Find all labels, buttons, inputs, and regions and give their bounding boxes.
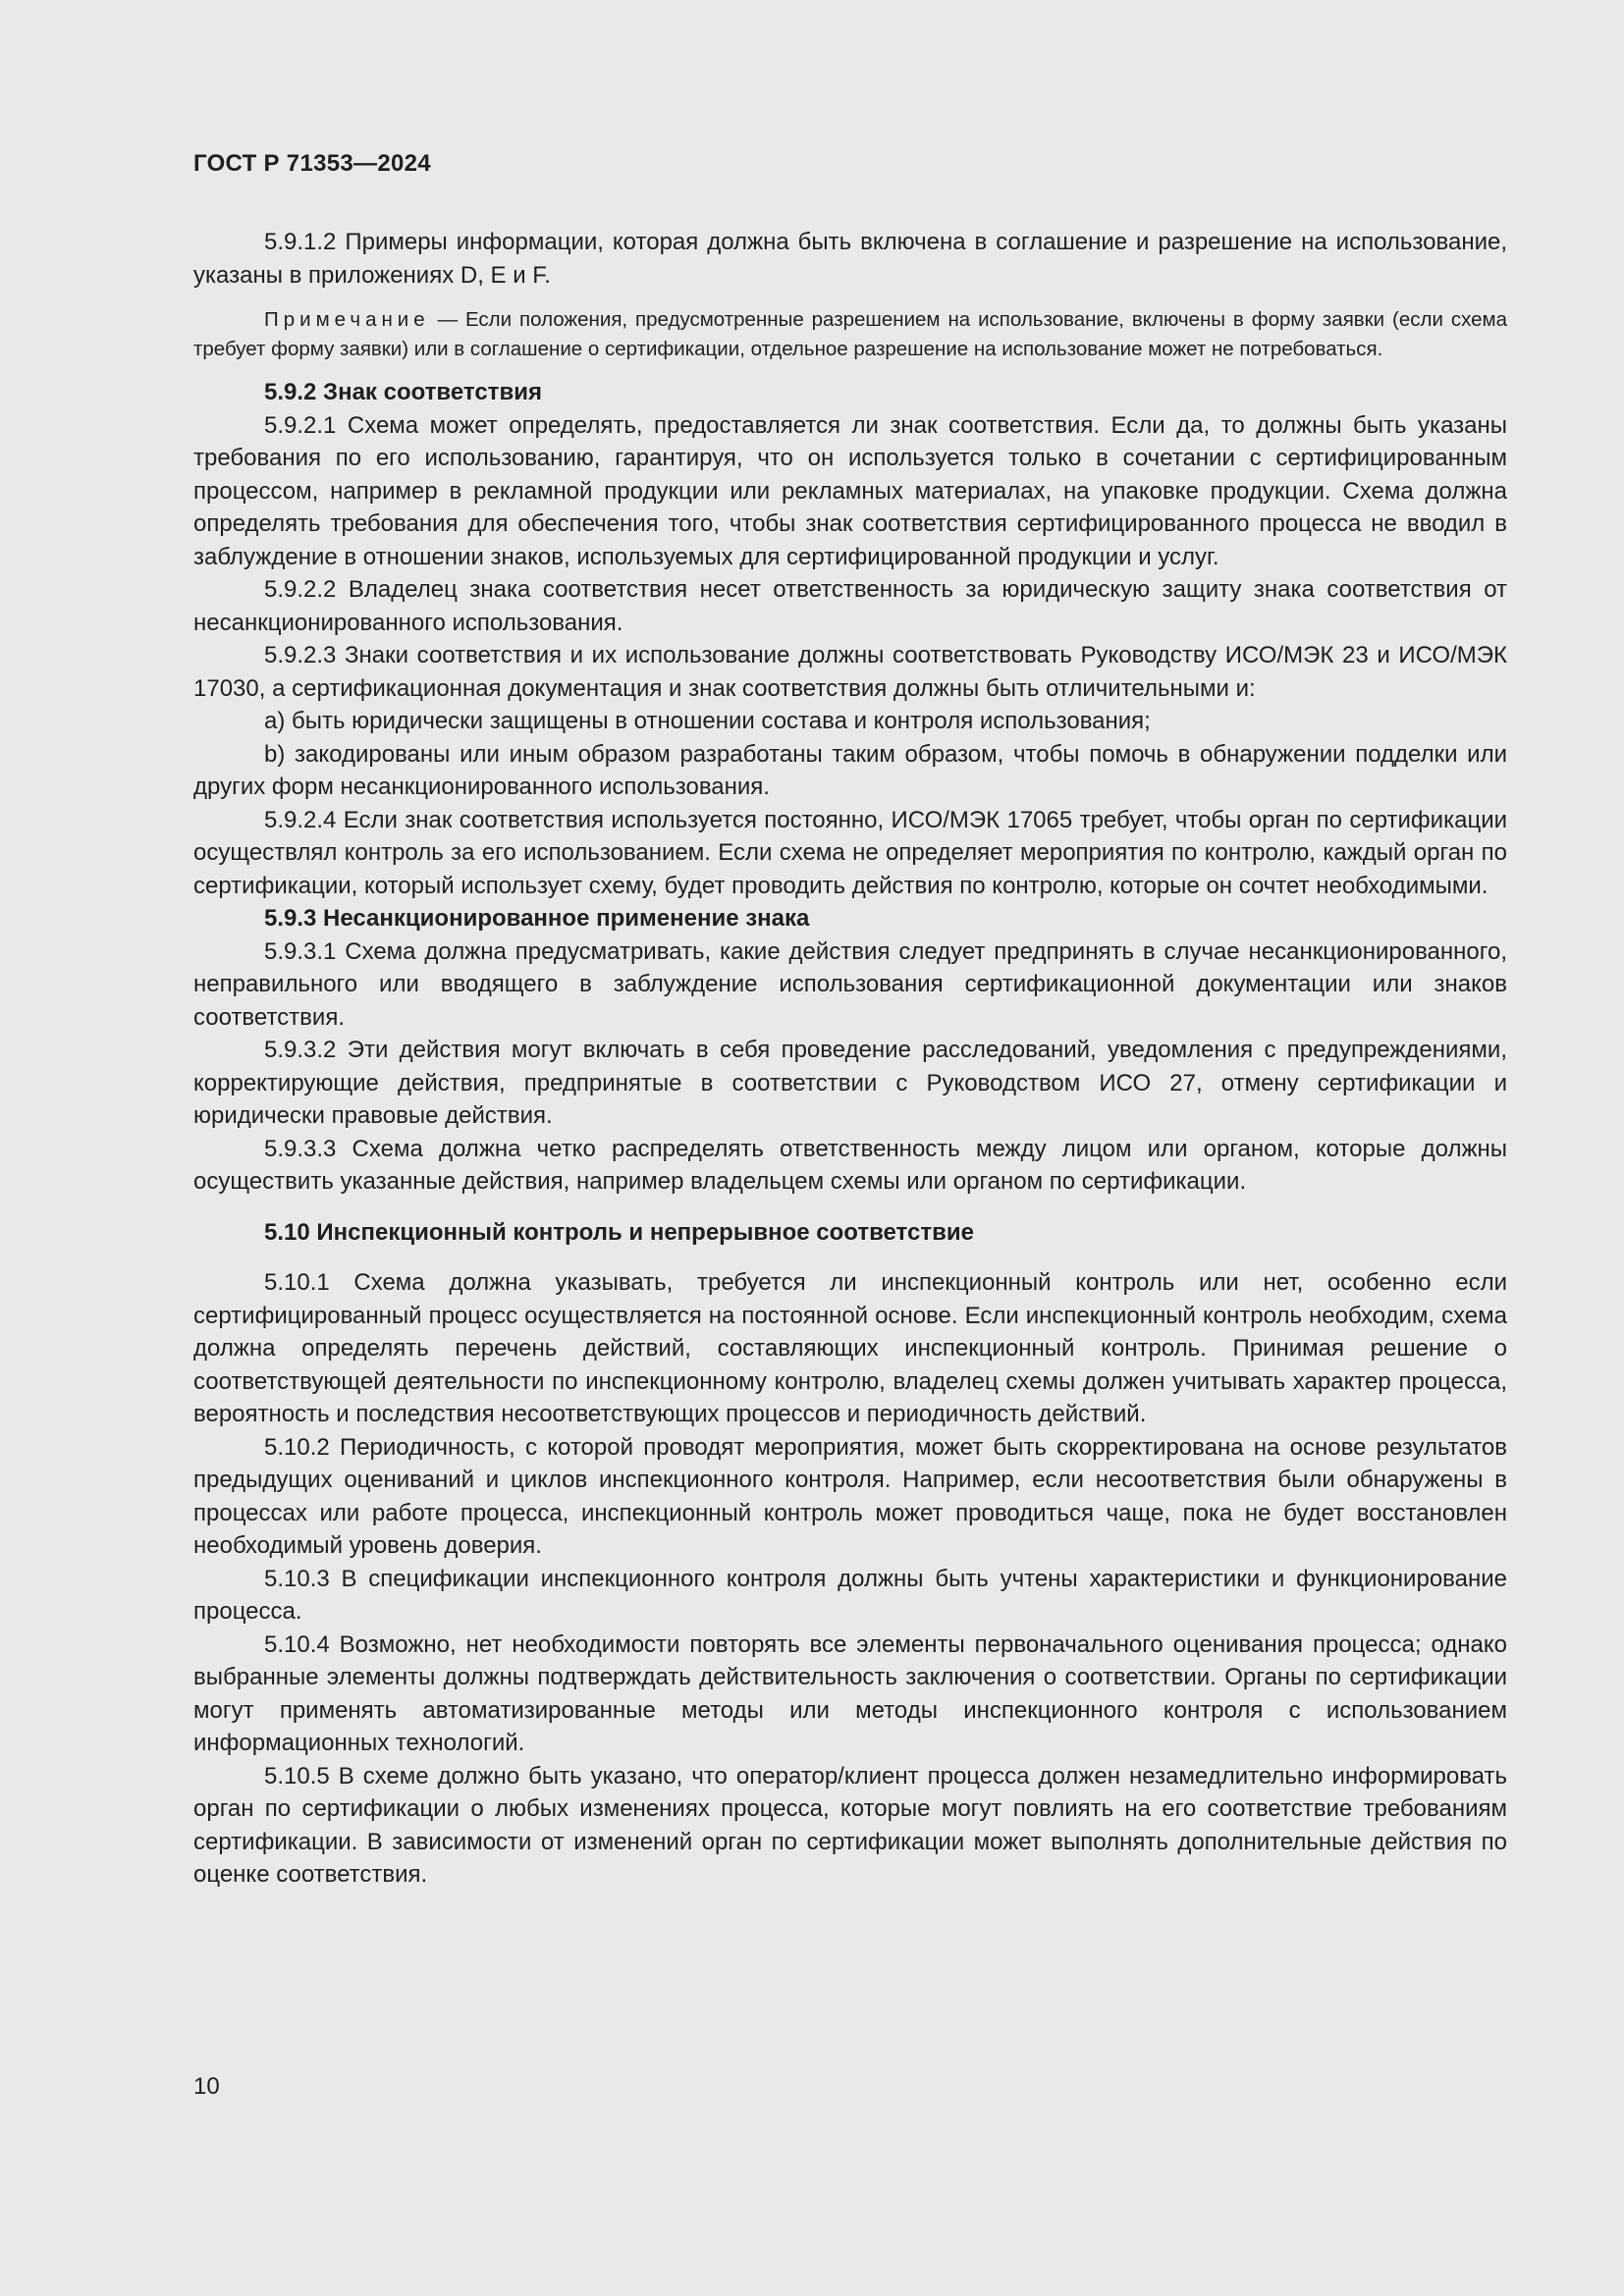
list-item-a: a) быть юридически защищены в отношении состава и контроля использования; (264, 708, 1151, 734)
note-label: Примечание (264, 308, 430, 331)
section-heading-5-10: 5.10 Инспекционный контроль и непрерывное соответствие (264, 1218, 974, 1246)
paragraph-5-10-3: 5.10.3 В спецификации инспекционного контроля должны быть учтены характеристики и функционирование процесса. (193, 1565, 1507, 1625)
paragraph-5-9-2-1: 5.9.2.1 Схема может определять, предоставляется ли знак соответствия. Если да, то должны быть указаны требования по его использованию, гарантируя, что он используется только в сочетании с сертифицированным процессом, например в рекламной продукции или рекламных материалах, на упаковке продукции. Схема должна определять требования для обеспечения того, чтобы знак соответствия сертифицированного процесса не вводил в заблуждение в отношении знаков, используемых для сертифицированной продукции и услуг. (193, 411, 1507, 570)
paragraph-5-9-1-2: 5.9.1.2 Примеры информации, которая должна быть включена в соглашение и разрешение на использование, указаны в приложениях D, E и F. (193, 229, 1507, 289)
document-header: ГОСТ Р 71353—2024 (193, 150, 431, 177)
note-text: — Если положения, предусмотренные разрешением на использование, включены в форму заявки (если схема требует форму заявки) или в соглашение о сертификации, отдельное разрешение на использование может не потребоваться. (193, 308, 1507, 360)
document-body (193, 226, 1507, 1892)
section-heading-5-9-3: 5.9.3 Несанкционированное применение знака (264, 905, 810, 932)
paragraph-5-9-2-3: 5.9.2.3 Знаки соответствия и их использование должны соответствовать Руководству ИСО/МЭК 23 и ИСО/МЭК 17030, а сертификационная документация и знак соответствия должны быть отличительными и: (193, 642, 1507, 702)
paragraph-5-9-3-2: 5.9.3.2 Эти действия могут включать в себя проведение расследований, уведомления с предупреждениями, корректирующие действия, предпринятые в соответствии с Руководством ИСО 27, отмену сертификации и юридически правовые действия. (193, 1037, 1507, 1129)
paragraph-5-10-1: 5.10.1 Схема должна указывать, требуется ли инспекционный контроль или нет, особенно если сертифицированный процесс осуществляется на постоянной основе. Если инспекционный контроль необходим, схема должна определять перечень действий, составляющих инспекционный контроль. Принимая решение о соответствующей деятельности по инспекционному контролю, владелец схемы должен учитывать характер процесса, вероятность и последствия несоответствующих процессов и периодичность действий. (193, 1269, 1507, 1427)
paragraph-5-9-3-3: 5.9.3.3 Схема должна четко распределять ответственность между лицом или органом, которые должны осуществить указанные действия, например владельцем схемы или органом по сертификации. (193, 1135, 1507, 1195)
paragraph-5-10-5: 5.10.5 В схеме должно быть указано, что оператор/клиент процесса должен незамедлительно информировать орган по сертификации о любых изменениях процесса, которые могут повлиять на его соответствие требованиям сертификации. В зависимости от изменений орган по сертификации может выполнять дополнительные действия по оценке соответствия. (193, 1762, 1507, 1888)
paragraph-5-9-2-2: 5.9.2.2 Владелец знака соответствия несет ответственность за юридическую защиту знака соответствия от несанкционированного использования. (193, 576, 1507, 636)
paragraph-5-10-4: 5.10.4 Возможно, нет необходимости повторять все элементы первоначального оценивания процесса; однако выбранные элементы должны подтверждать действительность заключения о соответствии. Органы по сертификации могут применять автоматизированные методы или методы инспекционного контроля с использованием информационных технологий. (193, 1630, 1507, 1756)
note (193, 305, 1507, 364)
page-number: 10 (193, 2073, 220, 2100)
paragraph-5-9-2-4: 5.9.2.4 Если знак соответствия используется постоянно, ИСО/МЭК 17065 требует, чтобы орган по сертификации осуществлял контроль за его использованием. Если схема не определяет мероприятия по контролю, каждый орган по сертификации, который использует схему, будет проводить действия по контролю, которые он сочтет необходимыми. (193, 806, 1507, 899)
list-item-b: b) закодированы или иным образом разработаны таким образом, чтобы помочь в обнаружении подделки или других форм несанкционированного использования. (193, 740, 1507, 800)
section-heading-5-9-2: 5.9.2 Знак соответствия (264, 379, 542, 405)
paragraph-5-10-2: 5.10.2 Периодичность, с которой проводят мероприятия, может быть скорректирована на основе результатов предыдущих оцениваний и циклов инспекционного контроля. Например, если несоответствия были обнаружены в процессах или работе процесса, инспекционный контроль может проводиться чаще, пока не будет восстановлен необходимый уровень доверия. (193, 1433, 1507, 1559)
paragraph-5-9-3-1: 5.9.3.1 Схема должна предусматривать, какие действия следует предпринять в случае несанкционированного, неправильного или вводящего в заблуждение использования сертификационной документации или знаков соответствия. (193, 937, 1507, 1031)
